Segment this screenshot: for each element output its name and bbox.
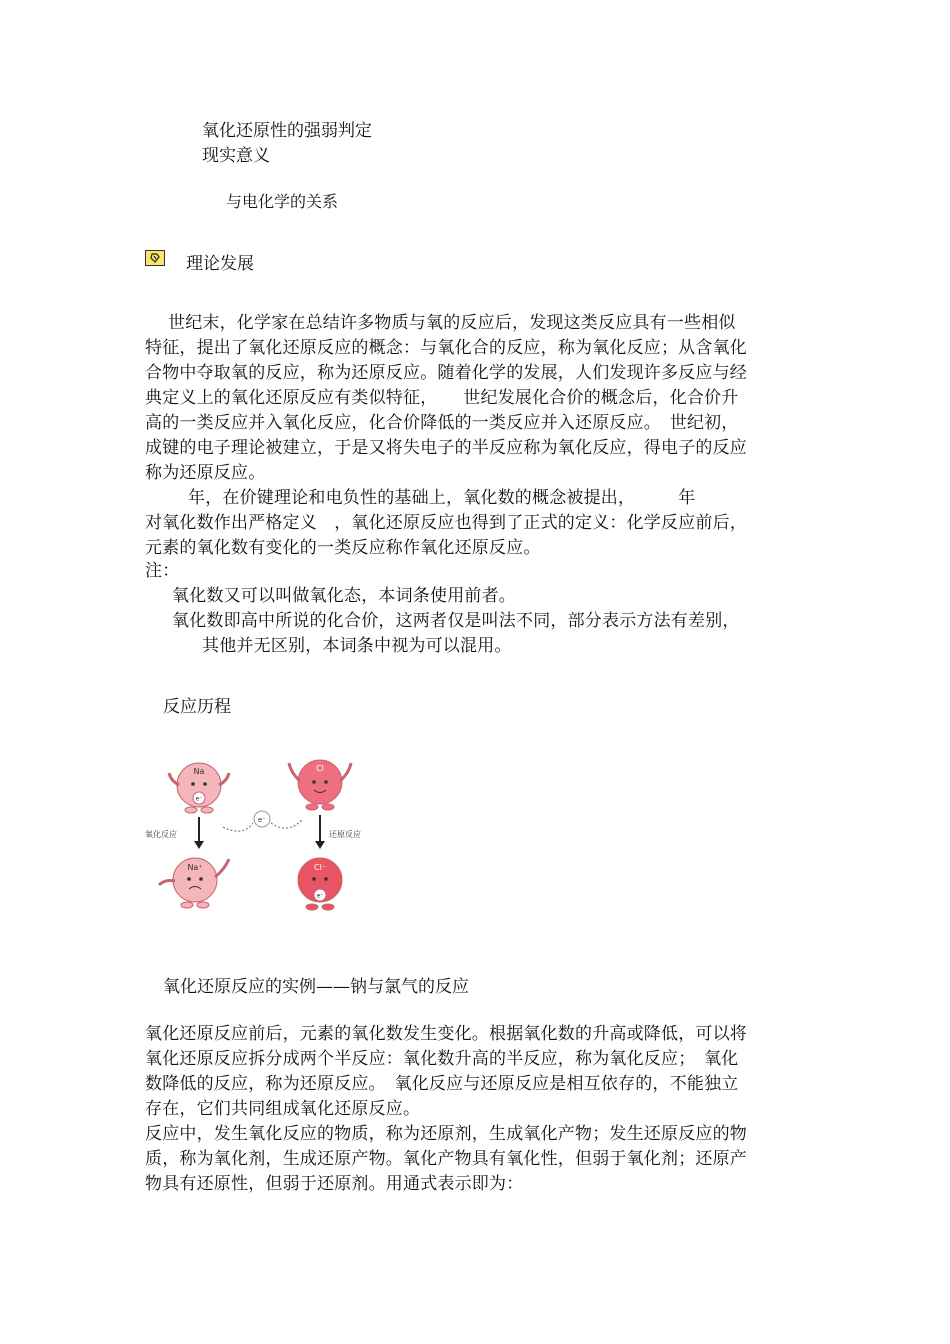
text-line: 世纪末，化学家在总结许多物质与氧的反应后，发现这类反应具有一些相似 xyxy=(168,313,736,333)
text-line: 氧化还原反应前后，元素的氧化数发生变化。根据氧化数的升高或降低，可以将 xyxy=(145,1024,747,1044)
text-line: 典定义上的氧化还原反应有类似特征， 世纪发展化合价的概念后，化合价升 xyxy=(145,388,739,408)
toc-subheading: 与电化学的关系 xyxy=(226,192,339,211)
chlorine-atom xyxy=(289,760,351,810)
text-line: 高的一类反应并入氧化反应，化合价降低的一类反应并入还原反应。 世纪初， xyxy=(145,413,739,433)
electron-transit-label: e⁻ xyxy=(257,816,267,824)
section-title-process: 反应历程 xyxy=(163,697,231,717)
text-line: 特征，提出了氧化还原反应的概念：与氧化合的反应，称为氧化反应；从含氧化 xyxy=(145,338,747,358)
note-line: 氧化数即高中所说的化合价，这两者仅是叫法不同，部分表示方法有差别， xyxy=(172,611,740,631)
electron-label: e⁻ xyxy=(195,795,203,803)
chlorine-label: Cl xyxy=(316,764,324,773)
toc-item: 氧化还原性的强弱判定 xyxy=(202,121,372,141)
sodium-chlorine-reaction-figure xyxy=(143,755,381,930)
text-line: 合物中夺取氧的反应，称为还原反应。随着化学的发展，人们发现许多反应与经 xyxy=(145,363,747,383)
reduction-label: 还原反应 xyxy=(329,830,361,839)
section-bullet-icon xyxy=(145,250,165,266)
text-line: 反应中，发生氧化反应的物质，称为还原剂，生成氧化产物；发生还原反应的物 xyxy=(145,1124,747,1144)
text-line: 年，在价键理论和电负性的基础上，氧化数的概念被提出， 年 xyxy=(188,488,696,508)
note-line: 氧化数又可以叫做氧化态，本词条使用前者。 xyxy=(172,586,516,606)
toc-item: 现实意义 xyxy=(202,146,270,166)
note-label: 注： xyxy=(145,561,180,581)
text-line: 元素的氧化数有变化的一类反应称作氧化还原反应。 xyxy=(145,538,541,558)
reduction-arrow-icon xyxy=(315,841,325,849)
sodium-ion xyxy=(159,858,229,908)
electron-label: e⁻ xyxy=(316,892,324,900)
chloride-ion-label: Cl⁻ xyxy=(313,863,327,872)
text-line: 质，称为氧化剂，生成还原产物。氧化产物具有氧化性，但弱于氧化剂；还原产 xyxy=(145,1149,747,1169)
sodium-ion-label: Na⁺ xyxy=(187,863,203,872)
sodium-atom xyxy=(169,763,229,813)
text-line: 成键的电子理论被建立，于是又将失电子的半反应称为氧化反应，得电子的反应 xyxy=(145,438,747,458)
oxidation-arrow-icon xyxy=(194,841,204,849)
note-line: 其他并无区别，本词条中视为可以混用。 xyxy=(202,636,512,656)
text-line: 存在，它们共同组成氧化还原反应。 xyxy=(145,1099,421,1119)
text-line: 氧化还原反应拆分成两个半反应：氧化数升高的半反应，称为氧化反应； 氧化 xyxy=(145,1049,739,1069)
text-line: 对氧化数作出严格定义 ，氧化还原反应也得到了正式的定义：化学反应前后， xyxy=(145,513,747,533)
text-line: 称为还原反应。 xyxy=(145,463,266,483)
chloride-ion xyxy=(298,858,342,910)
text-line: 数降低的反应，称为还原反应。 氧化反应与还原反应是相互依存的，不能独立 xyxy=(145,1074,739,1094)
figure-caption: 氧化还原反应的实例——钠与氯气的反应 xyxy=(163,977,469,997)
sodium-label: Na xyxy=(193,767,205,776)
text-line: 物具有还原性，但弱于还原剂。用通式表示即为： xyxy=(145,1174,524,1194)
section-title-theory: 理论发展 xyxy=(186,254,254,274)
oxidation-label: 氧化反应 xyxy=(145,830,177,839)
